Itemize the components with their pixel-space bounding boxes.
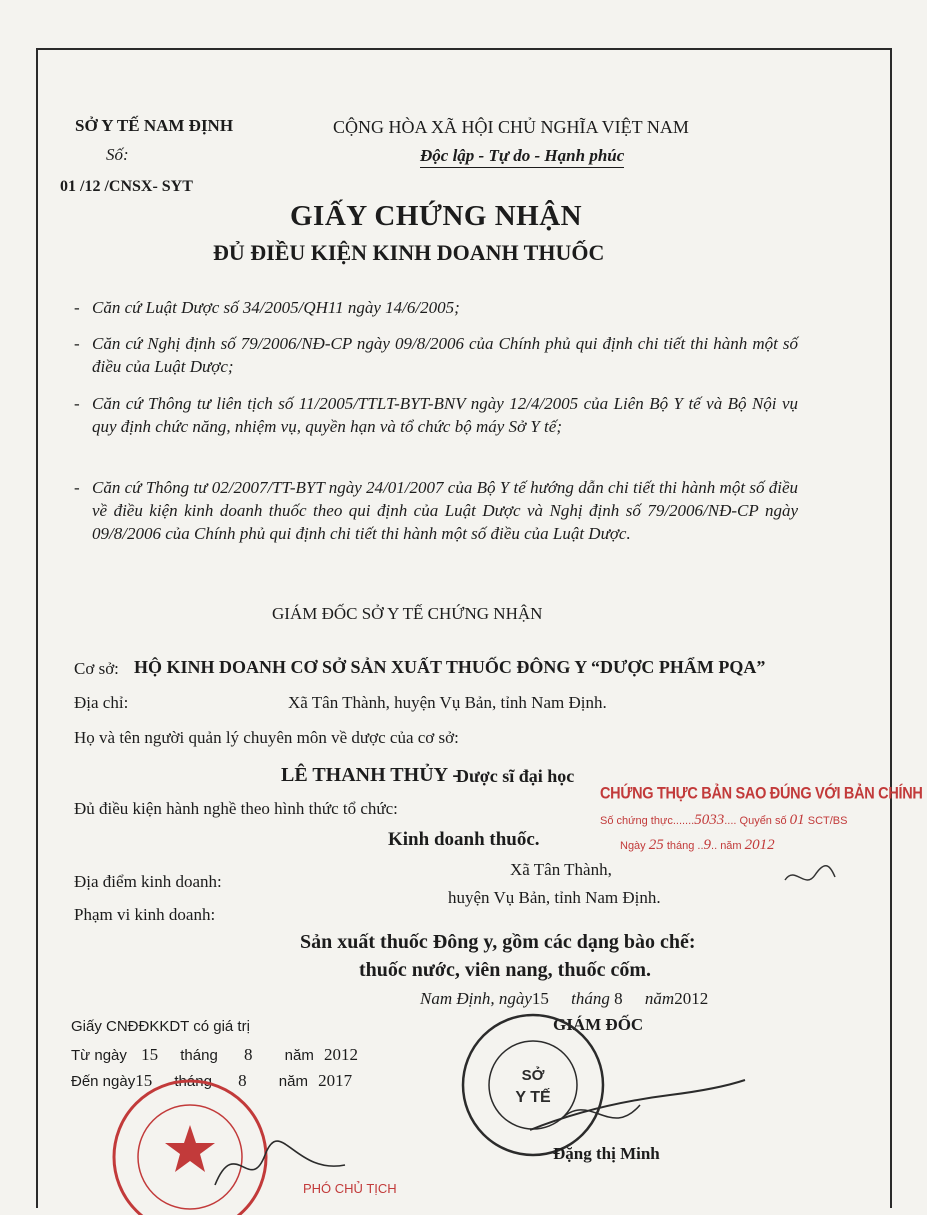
seal-center-top: SỞ <box>521 1067 545 1084</box>
signer-name: Đặng thị Minh <box>553 1144 660 1163</box>
copy-date-day: 25 <box>648 837 664 853</box>
validity-from <box>71 1045 358 1065</box>
to-day: 15 <box>135 1071 153 1090</box>
legal-basis-text: Căn cứ Thông tư liên tịch số 11/2005/TTLT-BYT-BNV ngày 12/4/2005 của Liên Bộ Y tế và Bộ Nội vụ quy định chức năng, nhiệm vụ, quyền hạn và tổ chức bộ máy Sở Y tế; <box>92 394 798 436</box>
copy-stamp-date-line: Ngày 25 tháng ..9.. năm 2012 <box>620 837 775 853</box>
facility-name: HỘ KINH DOANH CƠ SỞ SẢN XUẤT THUỐC ĐÔNG Y “DƯỢC PHẨM PQA” <box>134 657 766 677</box>
signing-year-label: năm <box>644 989 675 1008</box>
manager-name: LÊ THANH THỦY - <box>281 764 459 786</box>
location-label: Địa điểm kinh doanh: <box>74 872 222 891</box>
copy-date-label: Ngày <box>620 840 646 852</box>
legal-basis-text: Căn cứ Thông tư 02/2007/TT-BYT ngày 24/01/2007 của Bộ Y tế hướng dẫn chi tiết thi hành một số điều về điều kiện kinh doanh thuốc theo qui định của Luật Dược và Nghị định số 79/2006/NĐ-CP ngày 09/8/2006 của Chính phủ qui định chi tiết thi hành một số điều của Luật Dược. <box>92 478 798 543</box>
legal-basis-text: Căn cứ Luật Dược số 34/2005/QH11 ngày 14/6/2005; <box>92 298 460 317</box>
number-label: Số: <box>106 145 129 164</box>
practice-value: Kinh doanh thuốc. <box>388 829 540 850</box>
seal-center-bottom: Y TẾ <box>515 1089 551 1106</box>
republic-name: CỘNG HÒA XÃ HỘI CHỦ NGHĨA VIỆT NAM <box>333 117 689 137</box>
legal-basis-4 <box>74 476 798 545</box>
bullet-dash: - <box>74 478 80 497</box>
manager-label: Họ và tên người quản lý chuyên môn về dược của cơ sở: <box>74 728 459 747</box>
from-year: 2012 <box>324 1045 358 1064</box>
bullet-dash: - <box>74 298 80 317</box>
copy-stamp-initials <box>780 855 840 895</box>
scope-line-1: Sản xuất thuốc Đông y, gồm các dạng bào chế: <box>300 931 696 953</box>
legal-basis-3 <box>74 392 798 438</box>
signing-year: 2012 <box>674 989 709 1008</box>
signer-title: GIÁM ĐỐC <box>553 1015 644 1034</box>
facility-label: Cơ sở: <box>74 659 119 678</box>
bullet-dash: - <box>74 334 80 353</box>
address-label: Địa chỉ: <box>74 693 129 712</box>
signing-place-prefix: Nam Định, ngày <box>420 989 532 1008</box>
practice-label: Đủ điều kiện hành nghề theo hình thức tổ chức: <box>74 799 398 818</box>
from-day: 15 <box>141 1045 159 1064</box>
copy-signer-title: PHÓ CHỦ TỊCH <box>303 1181 397 1196</box>
copy-book-label: Quyển số <box>739 815 787 827</box>
certificate-number: 01 /12 /CNSX- SYT <box>60 178 193 195</box>
certificate-subtitle: ĐỦ ĐIỀU KIỆN KINH DOANH THUỐC <box>213 240 605 265</box>
scope-label: Phạm vi kinh doanh: <box>74 905 216 924</box>
from-month: 8 <box>243 1045 253 1064</box>
to-label: Đến ngày <box>71 1073 136 1090</box>
copy-stamp-number-line: Số chứng thực.......5033.... Quyển số 01 SCT/BS <box>600 812 848 828</box>
legal-basis-1 <box>74 296 798 319</box>
agency-name: SỞ Y TẾ NAM ĐỊNH <box>75 116 234 135</box>
signing-day: 15 <box>531 989 549 1008</box>
from-label: Từ ngày <box>71 1047 127 1064</box>
copy-number: 5033 <box>694 812 725 828</box>
to-year-label: năm <box>278 1073 308 1090</box>
legal-basis-text: Căn cứ Nghị định số 79/2006/NĐ-CP ngày 09/8/2006 của Chính phủ qui định chi tiết thi hành một số điều của Luật Dược; <box>92 334 798 376</box>
from-year-label: năm <box>284 1047 314 1064</box>
to-month-label: tháng <box>174 1073 212 1090</box>
signing-date <box>420 989 708 1009</box>
from-month-label: tháng <box>180 1047 218 1064</box>
copy-book: 01 <box>789 812 805 828</box>
copy-number-label: Số chứng thực <box>600 815 673 827</box>
address-value: Xã Tân Thành, huyện Vụ Bản, tỉnh Nam Định. <box>288 693 607 712</box>
bullet-dash: - <box>74 394 80 413</box>
director-signature <box>520 1060 750 1150</box>
national-motto: Độc lập - Tự do - Hạnh phúc <box>420 146 624 168</box>
signing-month: 8 <box>614 989 623 1008</box>
validity-label: Giấy CNĐĐKKDT có giá trị <box>71 1018 250 1035</box>
signing-month-label: tháng <box>571 989 610 1008</box>
certificate-title: GIẤY CHỨNG NHẬN <box>290 200 583 232</box>
to-month: 8 <box>238 1071 247 1090</box>
to-year: 2017 <box>318 1071 353 1090</box>
scope-line-2: thuốc nước, viên nang, thuốc cốm. <box>359 959 651 981</box>
copy-date-year: 2012 <box>744 837 775 853</box>
copy-stamp-title: CHỨNG THỰC BẢN SAO ĐÚNG VỚI BẢN CHÍNH <box>600 784 923 804</box>
copy-date-year-label: năm <box>720 840 742 852</box>
legal-basis-2 <box>74 332 798 378</box>
location-line-1: Xã Tân Thành, <box>510 860 612 879</box>
location-line-2: huyện Vụ Bản, tỉnh Nam Định. <box>448 888 661 907</box>
copy-date-month-label: tháng <box>666 840 695 852</box>
copy-date-month: 9 <box>703 837 712 853</box>
certifier-heading: GIÁM ĐỐC SỞ Y TẾ CHỨNG NHẬN <box>272 604 543 623</box>
copy-book-suffix: SCT/BS <box>807 815 848 827</box>
manager-degree: Dược sĩ đại học <box>456 766 575 786</box>
